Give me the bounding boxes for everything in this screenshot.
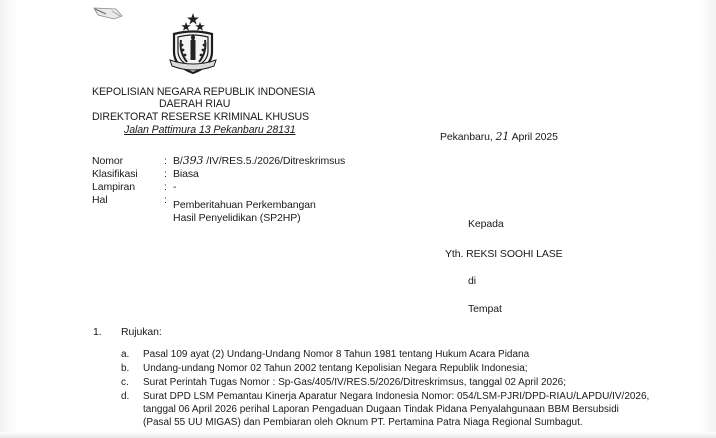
hal-colon: : [164, 194, 167, 206]
staple-icon [92, 5, 126, 21]
nomor-suffix: /IV/RES.5./2026/Ditreskrimsus [203, 155, 346, 167]
ref-d-text-line-1: Surat DPD LSM Pemantau Kinerja Aparatur Negara Indonesia Nomor: 054/LSM-PJRI/DPD-RIAU/LAPDU/IV/2026, [143, 391, 650, 402]
page-bottom-shadow [0, 432, 716, 438]
place-date-suffix: April 2025 [509, 131, 558, 143]
recipient-di: di [468, 275, 476, 287]
police-crest-icon [160, 10, 226, 76]
ref-a-letter: a. [121, 349, 130, 360]
nomor-label: Nomor [92, 155, 124, 167]
place-date-prefix: Pekanbaru, [440, 131, 496, 143]
ref-d-text-line-3: (Pasal 55 UU MIGAS) dan Pembiaran oleh Oknum PT. Pertamina Patra Niaga Regional Sumbagut. [143, 417, 583, 428]
place-date-day: 21 [495, 130, 510, 143]
nomor-prefix: B/ [173, 155, 183, 167]
hal-value-line-1: Pemberitahuan Perkembangan [173, 199, 316, 211]
item-1-title: Rujukan: [121, 326, 162, 338]
ref-d-letter: d. [121, 391, 130, 402]
klasifikasi-colon: : [164, 168, 167, 180]
letterhead-line-3: DIREKTORAT RESERSE KRIMINAL KHUSUS [92, 111, 309, 123]
nomor-colon: : [164, 155, 167, 167]
ref-a-text: Pasal 109 ayat (2) Undang-Undang Nomor 8 Tahun 1981 tentang Hukum Acara Pidana [143, 349, 530, 360]
place-date [440, 131, 558, 143]
ref-c-text: Surat Perintah Tugas Nomor : Sp-Gas/405/IV/RES.5/2026/Ditreskrimsus, tanggal 02 April 2026; [143, 377, 566, 388]
lampiran-label: Lampiran [92, 181, 135, 193]
klasifikasi-value: Biasa [173, 168, 199, 180]
item-1-number: 1. [93, 326, 102, 338]
ref-b-text: Undang-undang Nomor 02 Tahun 2002 tentang Kepolisian Negara Republik Indonesia; [143, 363, 528, 374]
letterhead-address: Jalan Pattimura 13 Pekanbaru 28131 [124, 124, 296, 136]
nomor-number: 393 [182, 154, 204, 167]
lampiran-colon: : [164, 181, 167, 193]
lampiran-value: - [173, 181, 177, 193]
hal-label: Hal [92, 194, 108, 206]
ref-c-letter: c. [121, 377, 129, 388]
ref-b-letter: b. [121, 363, 130, 374]
ref-d-text-line-2: tanggal 06 April 2026 perihal Laporan Pengaduan Dugaan Tindak Pidana Penyalahgunaan BBM Bersubsidi [143, 404, 619, 415]
recipient-kepada: Kepada [468, 218, 504, 230]
recipient-tempat: Tempat [468, 303, 502, 315]
recipient-name: Yth. REKSI SOOHI LASE [445, 248, 563, 260]
hal-value-line-2: Hasil Penyelidikan (SP2HP) [173, 212, 301, 224]
nomor-value [173, 155, 345, 167]
letterhead-line-1: KEPOLISIAN NEGARA REPUBLIK INDONESIA [92, 86, 316, 98]
letterhead-line-2: DAERAH RIAU [159, 98, 231, 110]
klasifikasi-label: Klasifikasi [92, 168, 138, 180]
